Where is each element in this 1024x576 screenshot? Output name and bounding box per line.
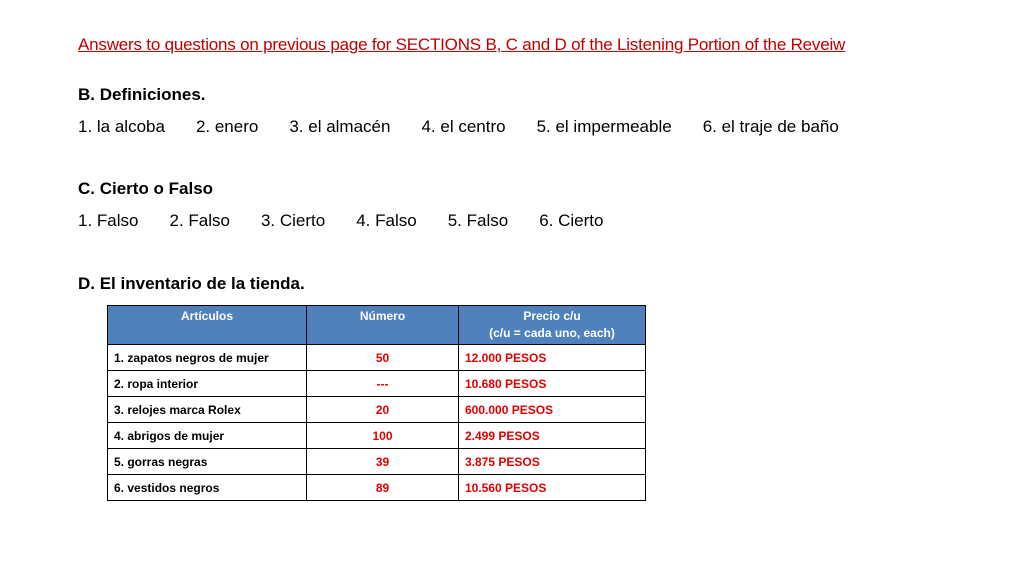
cell-item: 6. vestidos negros bbox=[108, 475, 307, 501]
cell-price: 600.000 PESOS bbox=[459, 397, 646, 423]
cell-price: 10.680 PESOS bbox=[459, 371, 646, 397]
cell-item: 5. gorras negras bbox=[108, 449, 307, 475]
cell-number: 20 bbox=[307, 397, 459, 423]
answer-c-5: 5. Falso bbox=[447, 211, 509, 230]
cell-item: 4. abrigos de mujer bbox=[108, 423, 307, 449]
table-row bbox=[108, 345, 646, 371]
cell-number: --- bbox=[307, 371, 459, 397]
cell-number: 39 bbox=[307, 449, 459, 475]
header-precio bbox=[459, 306, 646, 345]
answer-b-4: 4. el centro bbox=[421, 117, 506, 136]
section-b-heading: B. Definiciones. bbox=[78, 85, 206, 104]
table-header-row bbox=[108, 306, 646, 345]
section-d-heading: D. El inventario de la tienda. bbox=[78, 274, 305, 293]
slide-title: Answers to questions on previous page for SECTIONS B, C and D of the Listening Portion of the Reveiw bbox=[78, 35, 846, 54]
answer-b-2: 2. enero bbox=[195, 117, 259, 136]
cell-item: 1. zapatos negros de mujer bbox=[108, 345, 307, 371]
header-precio-line1: Precio c/u bbox=[523, 309, 581, 323]
answer-b-3: 3. el almacén bbox=[289, 117, 391, 136]
inventory-table bbox=[107, 305, 646, 501]
cell-price: 2.499 PESOS bbox=[459, 423, 646, 449]
section-c-answers bbox=[78, 211, 634, 231]
cell-number: 89 bbox=[307, 475, 459, 501]
answer-c-1: 1. Falso bbox=[78, 211, 139, 230]
cell-item: 2. ropa interior bbox=[108, 371, 307, 397]
answer-b-5: 5. el impermeable bbox=[536, 117, 672, 136]
cell-price: 12.000 PESOS bbox=[459, 345, 646, 371]
table-row bbox=[108, 423, 646, 449]
header-numero: Número bbox=[307, 306, 459, 345]
cell-price: 10.560 PESOS bbox=[459, 475, 646, 501]
table-row bbox=[108, 371, 646, 397]
section-c-heading: C. Cierto o Falso bbox=[78, 179, 214, 198]
answer-c-6: 6. Cierto bbox=[539, 211, 604, 230]
table-row bbox=[108, 475, 646, 501]
header-articulos: Artículos bbox=[108, 306, 307, 345]
answer-c-3: 3. Cierto bbox=[260, 211, 326, 230]
table-row bbox=[108, 449, 646, 475]
cell-item: 3. relojes marca Rolex bbox=[108, 397, 307, 423]
answer-c-2: 2. Falso bbox=[169, 211, 230, 230]
section-b-answers bbox=[78, 117, 870, 137]
answer-b-6: 6. el traje de baño bbox=[702, 117, 839, 136]
cell-number: 50 bbox=[307, 345, 459, 371]
answer-b-1: 1. la alcoba bbox=[78, 117, 165, 136]
cell-number: 100 bbox=[307, 423, 459, 449]
cell-price: 3.875 PESOS bbox=[459, 449, 646, 475]
answer-c-4: 4. Falso bbox=[356, 211, 417, 230]
table-row bbox=[108, 397, 646, 423]
header-precio-line2: (c/u = cada uno, each) bbox=[489, 326, 615, 340]
